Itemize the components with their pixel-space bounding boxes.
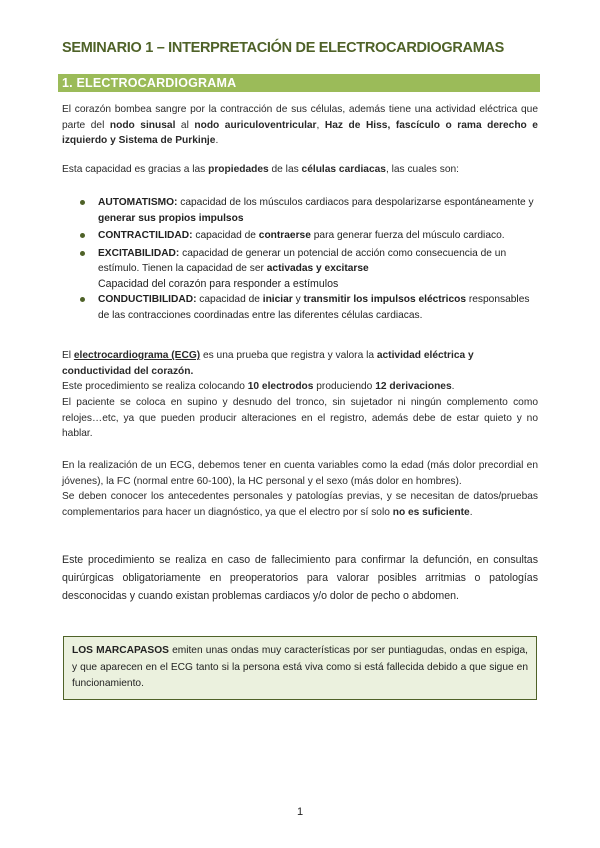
section-heading: 1. ELECTROCARDIOGRAMA [58, 74, 540, 92]
property-term: CONDUCTIBILIDAD: [98, 294, 197, 305]
pacemaker-callout [63, 636, 537, 700]
capacity-text-1: Esta capacidad es gracias a las [62, 164, 209, 175]
property-bold: activadas y excitarse [266, 263, 369, 274]
capacity-bold-2: células cardiacas [301, 164, 386, 175]
bullet-icon [80, 251, 85, 256]
property-text: y [292, 294, 304, 305]
procedure-bold-2: 12 derivaciones [375, 381, 452, 392]
intro-text-3: , [316, 119, 325, 131]
ecg-bold-1: actividad eléctrica y conductividad del corazón. [62, 350, 474, 377]
property-bold: generar sus propios impulsos [98, 212, 244, 224]
history-text-2: . [469, 506, 473, 518]
procedure-text-1: Este procedimiento se realiza colocando [62, 381, 248, 392]
list-item [80, 292, 535, 323]
procedure-bold-1: 10 electrodos [247, 381, 314, 392]
list-item [80, 195, 535, 226]
property-text: responsables de las contracciones coordinadas entre las diferentes células cardiacas. [98, 294, 530, 321]
capacity-paragraph [62, 162, 538, 178]
property-term: CONTRACTILIDAD: [98, 230, 193, 241]
procedure-text-3: . [451, 381, 455, 392]
procedure-paragraph [62, 379, 540, 395]
patient-paragraph: El paciente se coloca en supino y desnudo del tronco, sin sujetador ni ningún complemento como relojes…etc, ya que pueden producir alteraciones en el registro, además debe de estar quieto y no hablar. [62, 397, 538, 439]
capacity-bold-1: propiedades [208, 164, 269, 175]
excitability-note: Capacidad del corazón para responder a estímulos [98, 277, 339, 290]
ecg-text-2: es una prueba que registra y valora la [200, 350, 377, 361]
property-text: capacidad de los músculos cardiacos para despolarizarse espontáneamente y [177, 197, 534, 208]
callout-text: emiten unas ondas muy características por ser puntiagudas, ondas en espiga, y que aparecen en el ECG tanto si la persona está viva como si está fallecida debido a que sigue en funcionamiento. [72, 645, 528, 689]
document-title: SEMINARIO 1 – INTERPRETACIÓN DE ELECTROCARDIOGRAMAS [62, 40, 505, 56]
capacity-text-3: , las cuales son: [385, 164, 459, 175]
intro-bold-2: nodo auriculoventricular [194, 119, 317, 131]
intro-bold-3: Haz de Hiss, fascículo o rama derecho e izquierdo y Sistema de Purkinje [62, 119, 538, 146]
property-term: EXCITABILIDAD: [98, 247, 180, 259]
intro-text-1: El corazón bombea sangre por la contracción de sus células, además tiene una actividad eléctrica que parte del [62, 104, 538, 131]
bullet-icon [80, 200, 85, 205]
page-number: 1 [296, 806, 304, 818]
intro-paragraph [62, 102, 538, 149]
property-bold: iniciar [262, 294, 293, 305]
intro-bold-1: nodo sinusal [109, 119, 176, 131]
history-text-1: Se deben conocer los antecedentes personales y patologías previas, y se necesitan de datos/pruebas complementarios para hacer un diagnóstico, ya que el electro por sí solo [62, 491, 538, 518]
ecg-text-1: El [62, 350, 74, 361]
intro-text-2: al [175, 119, 195, 131]
ecg-term: electrocardiograma (ECG) [73, 350, 201, 361]
history-bold-1: no es suficiente [392, 506, 470, 518]
ecg-definition [62, 348, 540, 379]
variables-paragraph: En la realización de un ECG, debemos tener en cuenta variables como la edad (más dolor precordial en jóvenes), la FC (normal entre 60-100), la HC personal y el sexo (más dolor en hombres). [62, 460, 538, 487]
intro-text-4: . [215, 135, 219, 146]
property-text: capacidad de [192, 230, 259, 241]
property-text: para generar fuerza del músculo cardiaco. [310, 230, 505, 241]
property-text: capacidad de [196, 294, 263, 305]
callout-bold: LOS MARCAPASOS [72, 645, 169, 656]
property-bold: contraerse [258, 230, 311, 241]
list-item [80, 228, 535, 244]
history-paragraph [62, 489, 538, 520]
bullet-icon [80, 233, 85, 238]
property-bold: transmitir los impulsos eléctricos [303, 294, 467, 305]
property-term: AUTOMATISMO: [98, 197, 178, 208]
capacity-text-2: de las [268, 164, 302, 175]
properties-list [80, 195, 535, 323]
uses-paragraph: Este procedimiento se realiza en caso de fallecimiento para confirmar la defunción, en consultas quirúrgicas obligatoriamente en preoperatorios para valorar posibles arritmias o patologías desconocidas y cuando existan problemas cardiacos y/o dolor de pecho o abdomen. [62, 554, 538, 602]
bullet-icon [80, 297, 85, 302]
property-text: capacidad de generar un potencial de acción como consecuencia de un estímulo. Tienen la capacidad de ser [98, 247, 507, 274]
procedure-text-2: produciendo [313, 381, 376, 392]
list-item [80, 246, 535, 277]
